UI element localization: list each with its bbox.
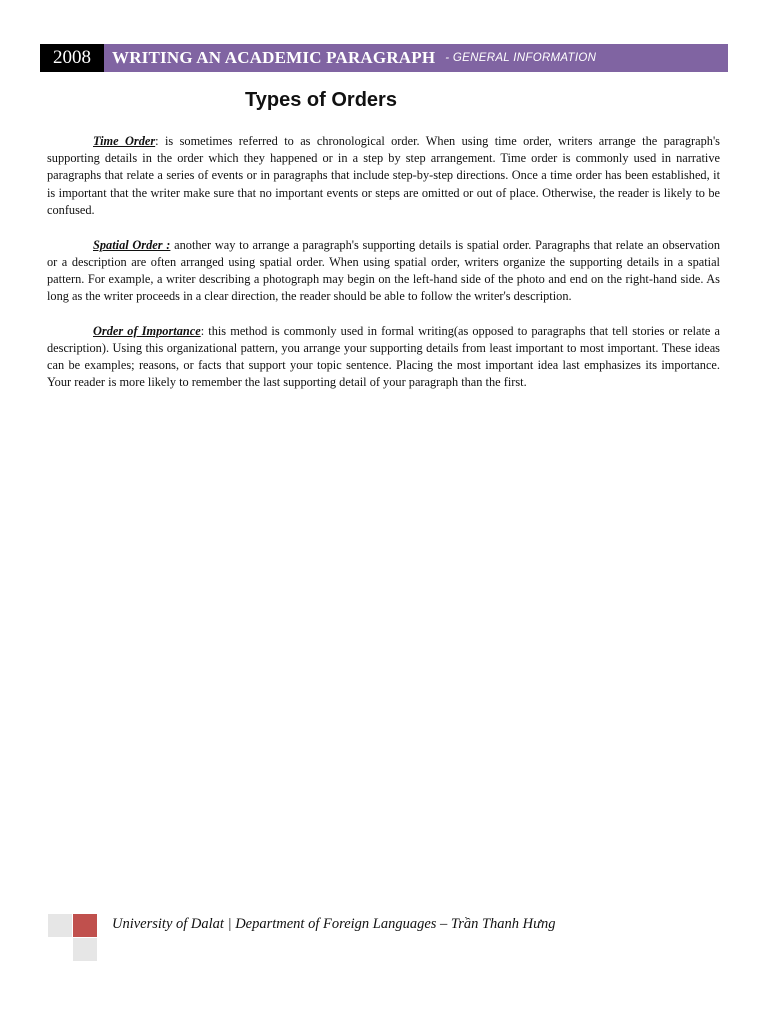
term-spatial-order: Spatial Order : xyxy=(93,237,171,252)
term-time-order: Time Order xyxy=(93,134,156,148)
paragraph-order-of-importance xyxy=(47,323,720,392)
paragraph-spatial-order xyxy=(47,237,720,306)
paragraph-text: : this method is commonly used in formal writing(as opposed to paragraphs that tell stories or relate a description). Using this organizational pattern, you arrange your supporting details from least important to most important. These ideas can be examples; reasons, or facts that support your topic sentence. Placing the most important idea last emphasizes its importance. Your reader is more likely to remember the last supporting detail of your paragraph than the first. xyxy=(47,323,720,390)
page-header xyxy=(40,44,728,72)
footer-credit: University of Dalat | Department of Foreign Languages – Trần Thanh Hưng xyxy=(112,916,556,932)
footer-square-gray xyxy=(48,914,72,937)
header-subtitle: - GENERAL INFORMATION xyxy=(445,52,597,64)
header-title: WRITING AN ACADEMIC PARAGRAPH xyxy=(112,48,436,67)
term-order-of-importance: Order of Importance xyxy=(93,323,201,338)
footer-decoration xyxy=(48,914,98,962)
document-body xyxy=(47,133,720,409)
paragraph-text: another way to arrange a paragraph's supporting details is spatial order. Paragraphs that relate an observation or a description are often arranged using spatial order. When using spatial order, writers organize the supporting details in a spatial pattern. For example, a writer describing a photograph may begin on the left-hand side of the photo and end on the right-hand side. As long as the writer proceeds in a clear direction, the reader should be able to follow the writer's description. xyxy=(47,237,720,304)
paragraph-text: : is sometimes referred to as chronological order. When using time order, writers arrange the paragraph's supporting details in the order which they happened or in a step by step arrangement. Time order is commonly used in narrative paragraphs that relate a series of events or in paragraphs that include step-by-step directions. Once a time order has been established, it is important that the writer make sure that no important events or steps are omitted or out of place. Otherwise, the reader is likely to be confused. xyxy=(47,134,720,217)
page-title: Types of Orders xyxy=(245,89,397,111)
header-band xyxy=(104,44,728,72)
header-year: 2008 xyxy=(40,44,104,72)
footer-square-gray xyxy=(73,938,97,961)
footer-square-red xyxy=(73,914,97,937)
paragraph-time-order xyxy=(47,133,720,219)
